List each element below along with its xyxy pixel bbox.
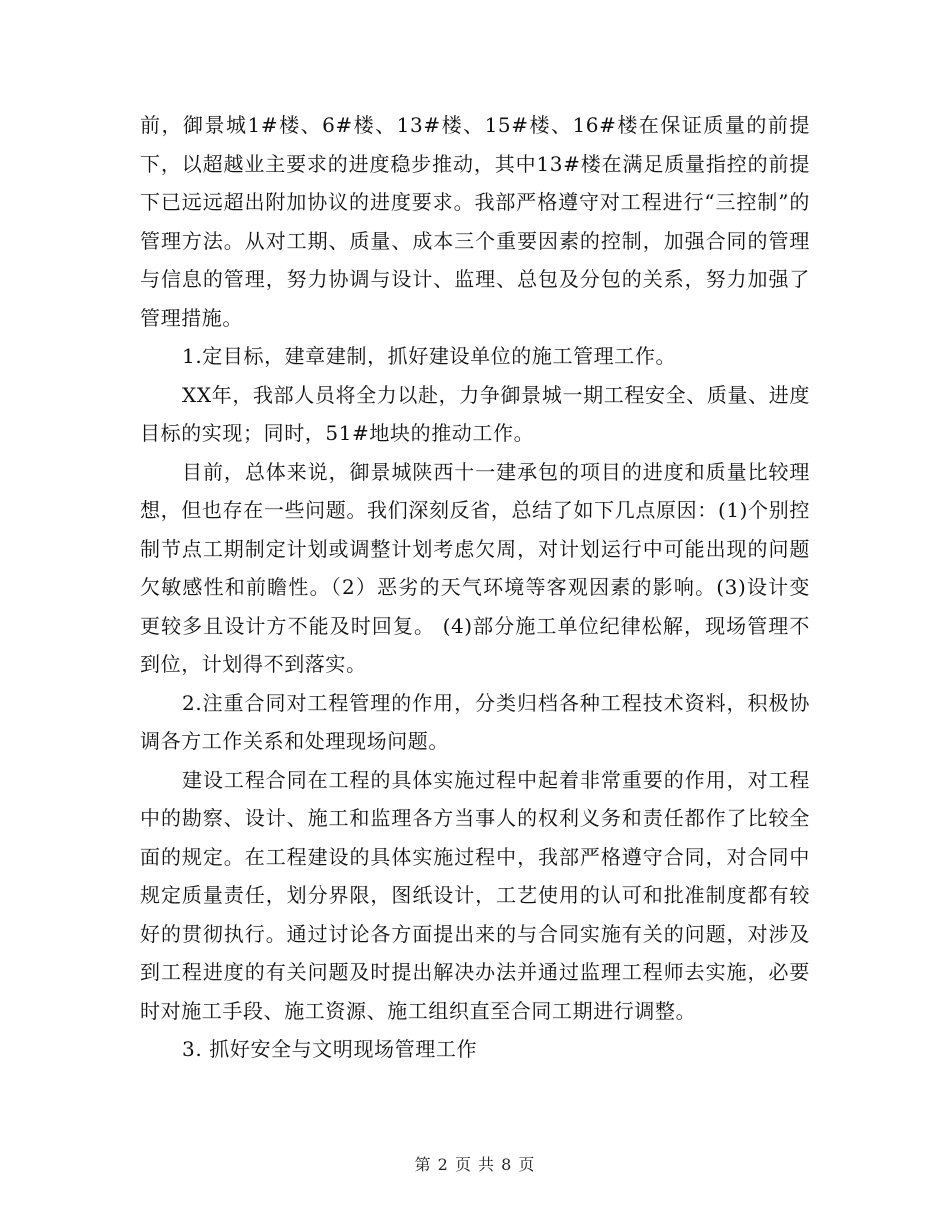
paragraph-contract: 建设工程合同在工程的具体实施过程中起着非常重要的作用，对工程中的勘察、设计、施工和监理各方当事人的权利义务和责任都作了比较全面的规定。在工程建设的具体实施过程中，我部严格遵守合同，对合同中规定质量责任，划分界限，图纸设计，工艺使用的认可和批准制度都有较好的贯彻执行。通过讨论各方面提出来的与合同实施有关的问题，对涉及到工程进度的有关问题及时提出解决办法并通过监理工程师去实施，必要时对施工手段、施工资源、施工组织直至合同工期进行调整。	[140, 767, 810, 1023]
paragraph-problems: 目前，总体来说，御景城陕西十一建承包的项目的进度和质量比较理想，但也存在一些问题。我们深刻反省，总结了如下几点原因：(1)个别控制节点工期制定计划或调整计划考虑欠周，对计划运行中可能出现的问题欠敏感性和前瞻性。（2）恶劣的天气环境等客观因素的影响。(3)设计变更较多且设计方不能及时回复。 (4)部分施工单位纪律松解，现场管理不到位，计划得不到落实。	[140, 459, 810, 676]
document-body	[140, 106, 810, 1069]
paragraph-continuation: 前，御景城1#楼、6#楼、13#楼、15#楼、16#楼在保证质量的前提下，以超越业主要求的进度稳步推动，其中13#楼在满足质量指控的前提下已远远超出附加协议的进度要求。我部严格遵守对工程进行“三控制”的管理方法。从对工期、质量、成本三个重要因素的控制，加强合同的管理与信息的管理，努力协调与设计、监理、总包及分包的关系，努力加强了管理措施。	[140, 113, 810, 330]
paragraph-goals: XX年，我部人员将全力以赴，力争御景城一期工程安全、质量、进度目标的实现；同时，51#地块的推动工作。	[140, 382, 810, 445]
section-heading-3: 3. 抓好安全与文明现场管理工作	[182, 1037, 478, 1061]
section-heading-2: 2.注重合同对工程管理的作用，分类归档各种工程技术资料，积极协调各方工作关系和处理现场问题。	[140, 690, 810, 753]
section-heading-1: 1.定目标，建章建制，抓好建设单位的施工管理工作。	[182, 344, 677, 368]
page-number-footer: 第 2 页 共 8 页	[414, 1155, 536, 1174]
